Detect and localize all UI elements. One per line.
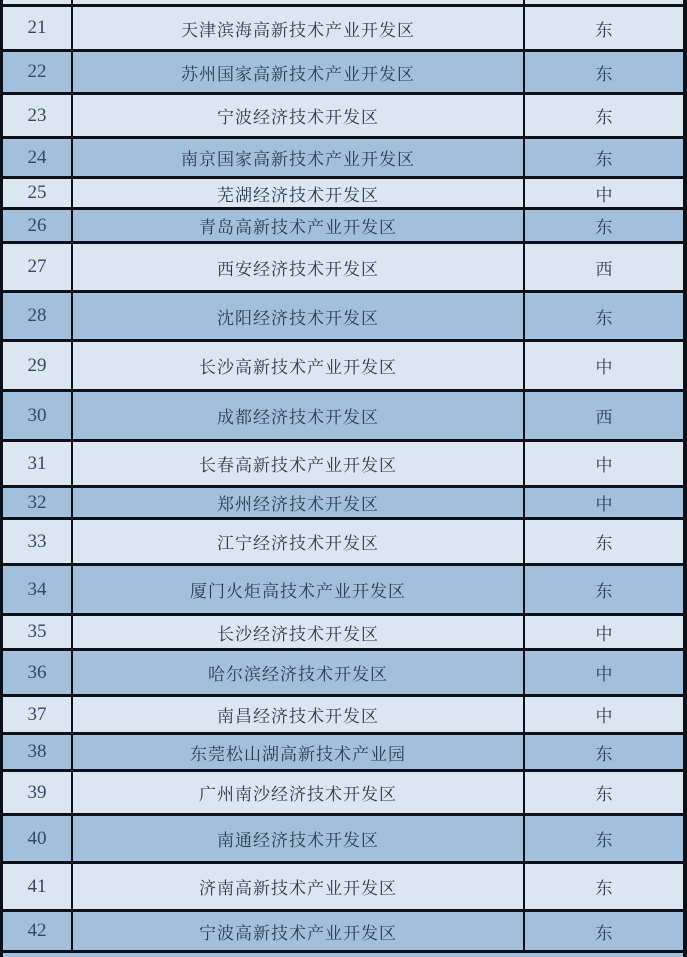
table-row <box>3 864 683 912</box>
table-row <box>3 7 683 52</box>
zone-table-body <box>3 7 683 953</box>
table-row <box>3 912 683 953</box>
zone-name-cell: 长春高新技术产业开发区 <box>73 442 525 485</box>
table-row <box>3 616 683 651</box>
zone-name-cell: 芜湖经济技术开发区 <box>73 179 525 207</box>
region-cell: 东 <box>595 744 613 764</box>
zone-name-cell: 苏州国家高新技术产业开发区 <box>73 52 525 92</box>
rank-cell: 25 <box>3 179 73 207</box>
table-row <box>3 816 683 864</box>
rank-cell <box>3 0 73 4</box>
region-cell: 东 <box>595 785 613 804</box>
table-row <box>3 179 683 210</box>
rank-cell: 27 <box>3 244 73 290</box>
table-row <box>3 95 683 139</box>
rank-cell: 23 <box>3 95 73 136</box>
rank-cell: 28 <box>3 293 73 339</box>
zone-name-cell: 广州南沙经济技术开发区 <box>73 772 525 813</box>
rank-cell: 42 <box>3 912 73 950</box>
rank-cell: 35 <box>3 616 73 648</box>
rank-cell: 33 <box>3 520 73 563</box>
region-cell: 中 <box>595 624 613 644</box>
table-row <box>3 488 683 520</box>
zone-name-cell <box>73 0 525 4</box>
region-cell: 东 <box>595 64 613 84</box>
zone-name-cell: 宁波经济技术开发区 <box>73 95 525 136</box>
region-cell: 中 <box>595 185 613 205</box>
zone-name-cell: 江宁经济技术开发区 <box>73 520 525 563</box>
rank-cell: 34 <box>3 566 73 613</box>
zone-name-cell: 西安经济技术开发区 <box>73 244 525 290</box>
region-cell: 东 <box>595 923 613 943</box>
rank-cell: 40 <box>3 816 73 861</box>
region-cell: 东 <box>595 20 613 40</box>
zone-name-cell: 哈尔滨经济技术开发区 <box>73 651 525 694</box>
zone-name-cell: 沈阳经济技术开发区 <box>73 293 525 339</box>
zone-name-cell: 长沙高新技术产业开发区 <box>73 342 525 389</box>
rank-cell: 31 <box>3 442 73 485</box>
partial-row-bottom <box>3 953 683 957</box>
table-row <box>3 697 683 735</box>
table-row <box>3 392 683 442</box>
zone-name-cell: 东莞松山湖高新技术产业园 <box>73 735 525 769</box>
region-cell <box>525 0 683 4</box>
region-cell: 中 <box>595 707 613 726</box>
zone-name-cell: 南通经济技术开发区 <box>73 816 525 861</box>
rank-cell: 39 <box>3 772 73 813</box>
partial-row-top <box>3 0 683 7</box>
rank-cell: 21 <box>3 7 73 49</box>
table-row <box>3 342 683 392</box>
rank-cell: 24 <box>3 139 73 176</box>
region-cell: 中 <box>595 358 613 377</box>
table-row <box>3 566 683 616</box>
zone-name-cell: 厦门火炬高技术产业开发区 <box>73 566 525 613</box>
zone-name-cell: 天津滨海高新技术产业开发区 <box>73 7 525 49</box>
region-cell: 西 <box>595 408 613 427</box>
table-row <box>3 293 683 342</box>
rank-cell: 29 <box>3 342 73 389</box>
region-cell: 中 <box>595 456 613 475</box>
region-cell: 中 <box>595 495 613 514</box>
region-cell: 东 <box>595 534 613 553</box>
region-cell: 东 <box>595 582 613 601</box>
zone-name-cell: 宁波高新技术产业开发区 <box>73 912 525 950</box>
rank-cell: 41 <box>3 864 73 909</box>
region-cell: 东 <box>595 108 613 127</box>
rank-cell: 30 <box>3 392 73 439</box>
rank-cell: 38 <box>3 735 73 769</box>
table-row <box>3 52 683 95</box>
region-cell: 西 <box>595 259 613 279</box>
region-cell: 东 <box>595 831 613 850</box>
zone-name-cell: 青岛高新技术产业开发区 <box>73 210 525 241</box>
region-cell: 东 <box>595 879 613 898</box>
table-row <box>3 735 683 772</box>
table-row <box>3 520 683 566</box>
rank-cell: 32 <box>3 488 73 517</box>
table-row <box>3 210 683 244</box>
zone-name-cell: 长沙经济技术开发区 <box>73 616 525 648</box>
rank-cell: 36 <box>3 651 73 694</box>
rank-cell: 22 <box>3 52 73 92</box>
zone-name-cell: 南京国家高新技术产业开发区 <box>73 139 525 176</box>
table-row <box>3 651 683 697</box>
table-row <box>3 772 683 816</box>
table-row <box>3 244 683 293</box>
table-row <box>3 442 683 488</box>
region-cell: 东 <box>595 150 613 169</box>
zone-name-cell: 济南高新技术产业开发区 <box>73 864 525 909</box>
zone-name-cell: 成都经济技术开发区 <box>73 392 525 439</box>
table-row <box>3 139 683 179</box>
region-cell: 东 <box>595 218 613 237</box>
region-cell: 东 <box>595 308 613 328</box>
rank-cell: 26 <box>3 210 73 241</box>
zone-name-cell: 南昌经济技术开发区 <box>73 697 525 732</box>
zone-name-cell: 郑州经济技术开发区 <box>73 488 525 517</box>
region-cell: 中 <box>595 665 613 684</box>
rank-cell: 37 <box>3 697 73 732</box>
